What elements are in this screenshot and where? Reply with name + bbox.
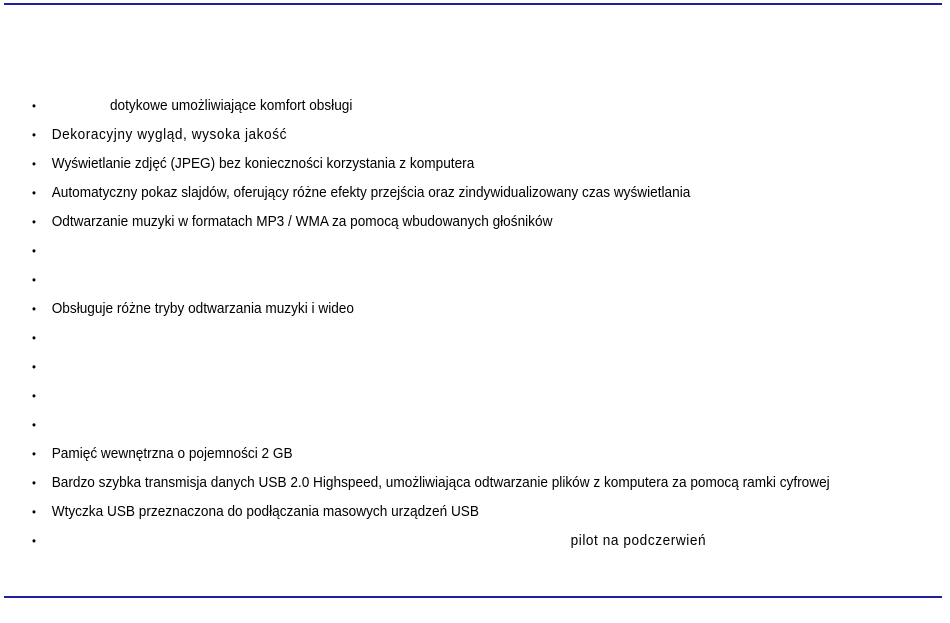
list-item-text: dotykowe umożliwiające komfort obsługi [109,98,353,114]
list-item-text: pilot na podczerwień [570,533,707,549]
list-item-text: Automatyczny pokaz slajdów, oferujący różne efekty przejścia oraz zindywidualizowany czas wyświetlania [51,185,691,201]
list-item-text: Pamięć wewnętrzna o pojemności 2 GB [51,446,293,462]
bullet: • [31,302,36,316]
list-item-text: Obsługuje różne tryby odtwarzania muzyki i wideo [51,301,354,317]
list-item [0,440,893,469]
list-item-text: Odtwarzanie muzyki w formatach MP3 / WMA za pomocą wbudowanych głośników [51,214,553,230]
list-item [0,92,893,121]
list-item [0,382,893,411]
list-item-text: Wyświetlanie zdjęć (JPEG) bez konieczności korzystania z komputera [51,156,475,172]
list-item-text: Dekoracyjny wygląd, wysoka jakość [51,127,287,143]
list-item [0,121,893,150]
list-item [0,324,893,353]
bullet: • [31,331,36,345]
list-item [0,527,893,556]
bullet: • [31,389,36,403]
list-item-text: Wtyczka USB przeznaczona do podłączania masowych urządzeń USB [51,504,479,520]
bullet: • [31,273,36,287]
bullet: • [31,476,36,490]
bullet: • [31,186,36,200]
list-item [0,150,893,179]
bullet: • [31,534,36,548]
bottom-divider [4,596,942,598]
feature-list [0,92,950,556]
top-divider [4,3,942,5]
list-item-text: Bardzo szybka transmisja danych USB 2.0 Highspeed, umożliwiająca odtwarzanie plików z komputera za pomocą ramki cyfrowej [51,475,830,491]
list-item [0,179,893,208]
bullet: • [31,157,36,171]
bullet: • [31,447,36,461]
bullet: • [31,418,36,432]
list-item [0,469,893,498]
list-item [0,295,893,324]
bullet: • [31,244,36,258]
list-item [0,266,893,295]
list-item [0,237,893,266]
list-item [0,411,893,440]
bullet: • [31,360,36,374]
list-item [0,498,893,527]
list-item [0,353,893,382]
list-item [0,208,893,237]
bullet: • [31,215,36,229]
bullet: • [31,505,36,519]
bullet: • [31,128,36,142]
bullet: • [31,99,36,113]
